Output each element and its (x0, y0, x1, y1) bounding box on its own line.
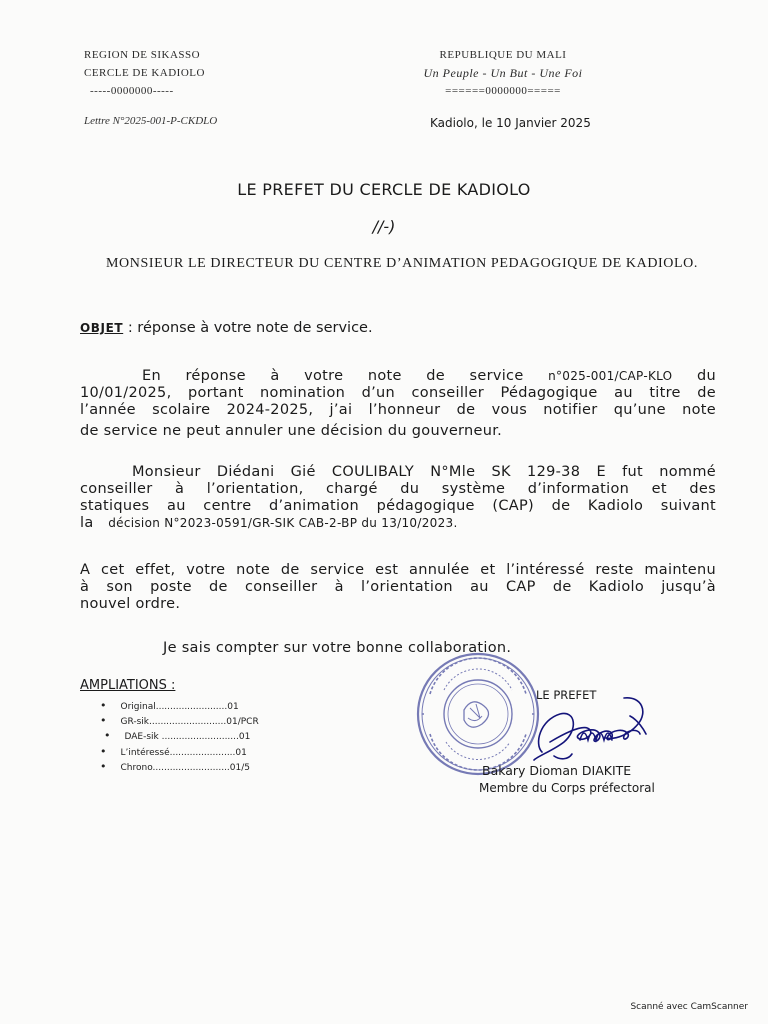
p2-line-1: Monsieur Diédani Gié COULIBALY N°Mle SK 129-38 E fut nommé (132, 464, 716, 480)
p3-line-3: nouvel ordre. (80, 596, 181, 612)
signatory-name: Bakary Dioman DIAKITE (482, 763, 632, 778)
ampliations-list (100, 699, 259, 775)
letter-date: Kadiolo, le 10 Janvier 2025 (430, 116, 591, 130)
subject-line (80, 320, 373, 336)
addressee: MONSIEUR LE DIRECTEUR DU CENTRE D’ANIMATION PEDAGOGIQUE DE KADIOLO. (106, 256, 698, 271)
p2-line-4: la décision N°2023-0591/GR-SIK CAB-2-BP du 13/10/2023. (80, 515, 458, 531)
cercle-label: CERCLE DE KADIOLO (84, 67, 205, 79)
ampliation-item: • Chrono...........................01/5 (100, 760, 259, 775)
republic-label: REPUBLIQUE DU MALI (439, 49, 567, 61)
paragraph-3 (80, 562, 716, 613)
header-left-separator: -----0000000----- (90, 85, 174, 97)
ampliation-item: • L’intéressé.......................01 (100, 745, 259, 760)
subject-text: : réponse à votre note de service. (127, 320, 373, 336)
p1-line-4: de service ne peut annuler une décision du gouverneur. (80, 423, 503, 439)
closing-line: Je sais compter sur votre bonne collaboration. (163, 640, 512, 656)
header-right-separator: ======0000000===== (445, 85, 561, 97)
ampliations-title: AMPLIATIONS : (80, 678, 176, 693)
ampliation-item: • GR-sik...........................01/PCR (100, 714, 259, 729)
p1-line-2: 10/01/2025, portant nomination d’un conseiller Pédagogique au titre de (80, 385, 716, 401)
signatory-title: Membre du Corps préfectoral (479, 781, 655, 795)
paragraph-2 (80, 464, 716, 532)
p2-line-2: conseiller à l’orientation, chargé du système d’information et des (80, 481, 716, 497)
handwritten-signature (520, 690, 660, 770)
region-label: REGION DE SIKASSO (84, 49, 201, 61)
ampliation-item: • Original.........................01 (100, 699, 259, 714)
p2-line-3: statiques au centre d’animation pédagogique (CAP) de Kadiolo suivant (80, 498, 716, 514)
p3-line-2: à son poste de conseiller à l’orientation au CAP de Kadiolo jusqu’à (80, 579, 716, 595)
sender-title: LE PREFET DU CERCLE DE KADIOLO (237, 180, 531, 199)
title-separator: //-) (372, 217, 396, 236)
ampliation-item: • DAE-sik ...........................01 (100, 729, 259, 744)
signatory-role: LE PREFET (536, 688, 597, 702)
p3-line-1: A cet effet, votre note de service est annulée et l’intéressé reste maintenu (80, 562, 716, 578)
scanner-watermark: Scanné avec CamScanner (630, 1002, 748, 1012)
p1-line-1: En réponse à votre note de service n°025-001/CAP-KLO du (142, 368, 716, 384)
p1-line-3: l’année scolaire 2024-2025, j’ai l’honneur de vous notifier qu’une note (80, 402, 716, 418)
national-motto: Un Peuple - Un But - Une Foi (423, 66, 583, 80)
header-right (398, 46, 608, 100)
paragraph-1 (80, 368, 716, 440)
subject-label: OBJET (80, 321, 124, 335)
header-left (84, 46, 205, 100)
letter-reference: Lettre N°2025-001-P-CKDLO (84, 115, 218, 127)
